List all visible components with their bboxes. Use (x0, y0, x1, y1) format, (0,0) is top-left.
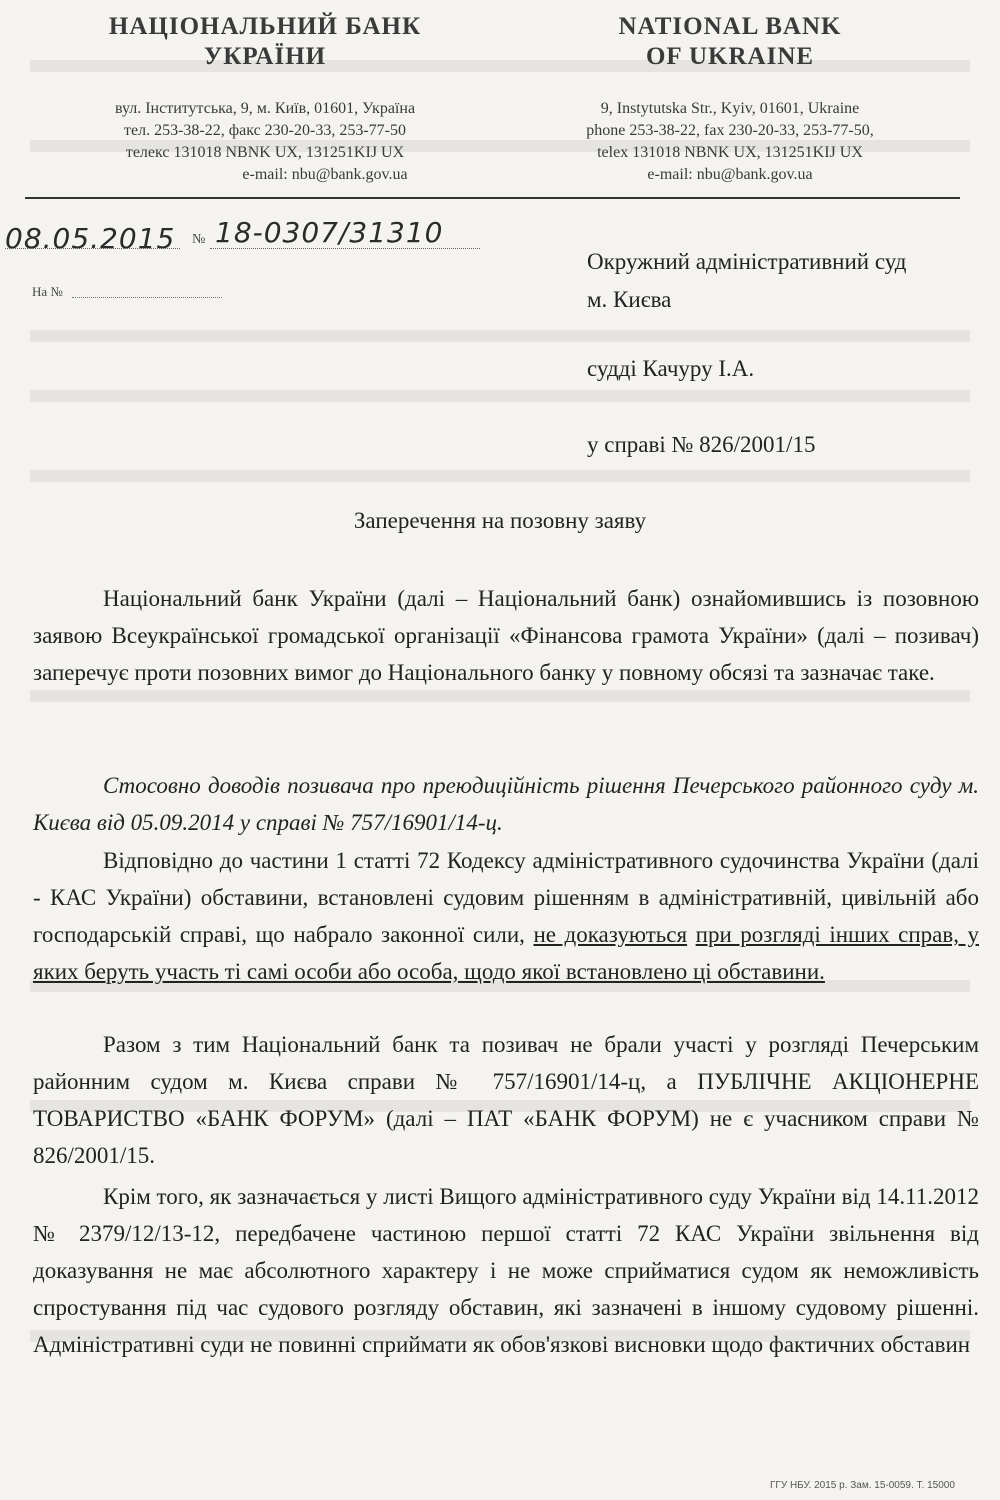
bank-name-en (540, 12, 920, 72)
letterhead-divider (25, 197, 960, 199)
paragraph-3-underline-1: не доказуються (533, 922, 688, 947)
bank-name-en-line1: NATIONAL BANK (618, 13, 842, 40)
bank-name-ua-line2: УКРАЇНИ (203, 43, 327, 70)
paragraph-3-underline-2: при розгляді інших справ, у яких беруть участь ті самі особи або особа, щодо якої встановлено ці обставини. (33, 922, 979, 984)
letterhead-ukrainian (70, 12, 460, 186)
paragraph-4: Разом з тим Національний банк та позивач не брали участі у розгляді Печерським районним судом м. Києва справи № 757/16901/14-ц, а ПУБЛІЧНЕ АКЦІОНЕРНЕ ТОВАРИСТВО «БАНК ФОРУМ» (далі – ПАТ «БАНК ФОРУМ) не є учасником справи № 826/2001/15. (33, 1032, 979, 1168)
addressee (587, 243, 907, 319)
reply-to-underline (72, 297, 222, 298)
registration-number-label: № (192, 232, 206, 247)
bank-name-ua-line1: НАЦІОНАЛЬНИЙ БАНК (108, 13, 422, 40)
registration-number: 18-0307/31310 (215, 216, 444, 249)
telex-ua: телекс 131018 NBNK UX, 131251KIJ UX (125, 144, 405, 161)
reply-to-label: На № (32, 284, 63, 299)
phone-en: phone 253-38-22, fax 230-20-33, 253-77-50, (586, 122, 874, 139)
phone-ua: тел. 253-38-22, факс 230-20-33, 253-77-50 (124, 122, 406, 139)
number-underline (210, 248, 480, 249)
paragraph-3-text-b (687, 922, 696, 947)
paragraph-3 (33, 842, 979, 990)
paragraph-3-text-a: Відповідно до частини 1 статті 72 Кодексу адміністративного судочинства України (далі - КАС України) обставини, встановлені судовим рішенням в адміністративній, цивільній або господарській справі, що набрало законної сили, (33, 848, 979, 947)
bank-name-en-line2: OF UKRAINE (645, 43, 815, 70)
court-name: Окружний адміністративний суд (587, 249, 907, 274)
letterhead-english (540, 12, 920, 186)
address-ua: вул. Інститутська, 9, м. Київ, 01601, Україна (114, 100, 416, 117)
registration-date: 08.05.2015 (5, 222, 176, 255)
paragraph-1: Національний банк України (далі – Національний банк) ознайомившись із позовною заявою Всеукраїнської громадської організації «Фінансова грамота України» (далі – позивач) заперечує проти позовних вимог до Національного банку у повному обсязі та зазначає таке. (33, 586, 979, 685)
judge-name: судді Качуру І.А. (587, 356, 755, 381)
date-underline (5, 248, 180, 249)
email-en: e-mail: nbu@bank.gov.ua (647, 166, 813, 183)
print-code: ГГУ НБУ. 2015 р. Зам. 15-0059. Т. 15000 (770, 1480, 955, 1491)
court-city: м. Києва (587, 287, 672, 312)
telex-en: telex 131018 NBNK UX, 131251KIJ UX (597, 144, 863, 161)
paragraph-2-heading: Стосовно доводів позивача про преюдиційність рішення Печерського районного суду м. Києва від 05.09.2014 у справі № 757/16901/14-ц. (33, 773, 979, 835)
address-en: 9, Instytutska Str., Kyiv, 01601, Ukraine (600, 100, 860, 117)
paragraph-5: Крім того, як зазначається у листі Вищого адміністративного суду України від 14.11.2012 № 2379/12/13-12, передбачене частиною першої статті 72 КАС України звільнення від доказування не має абсолютного характеру і не може сприйматися судом як неможливість спростування під час судового розгляду обставин, які зазначені в іншому судовому рішенні. Адміністративні суди не повинні сприймати як обов'язкові висновки щодо фактичних обставин (33, 1184, 979, 1357)
bank-name-ua (70, 12, 460, 72)
email-ua: e-mail: nbu@bank.gov.ua (242, 166, 408, 183)
case-number: у справі № 826/2001/15 (587, 432, 816, 457)
document-title: Заперечення на позовну заяву (353, 508, 647, 533)
